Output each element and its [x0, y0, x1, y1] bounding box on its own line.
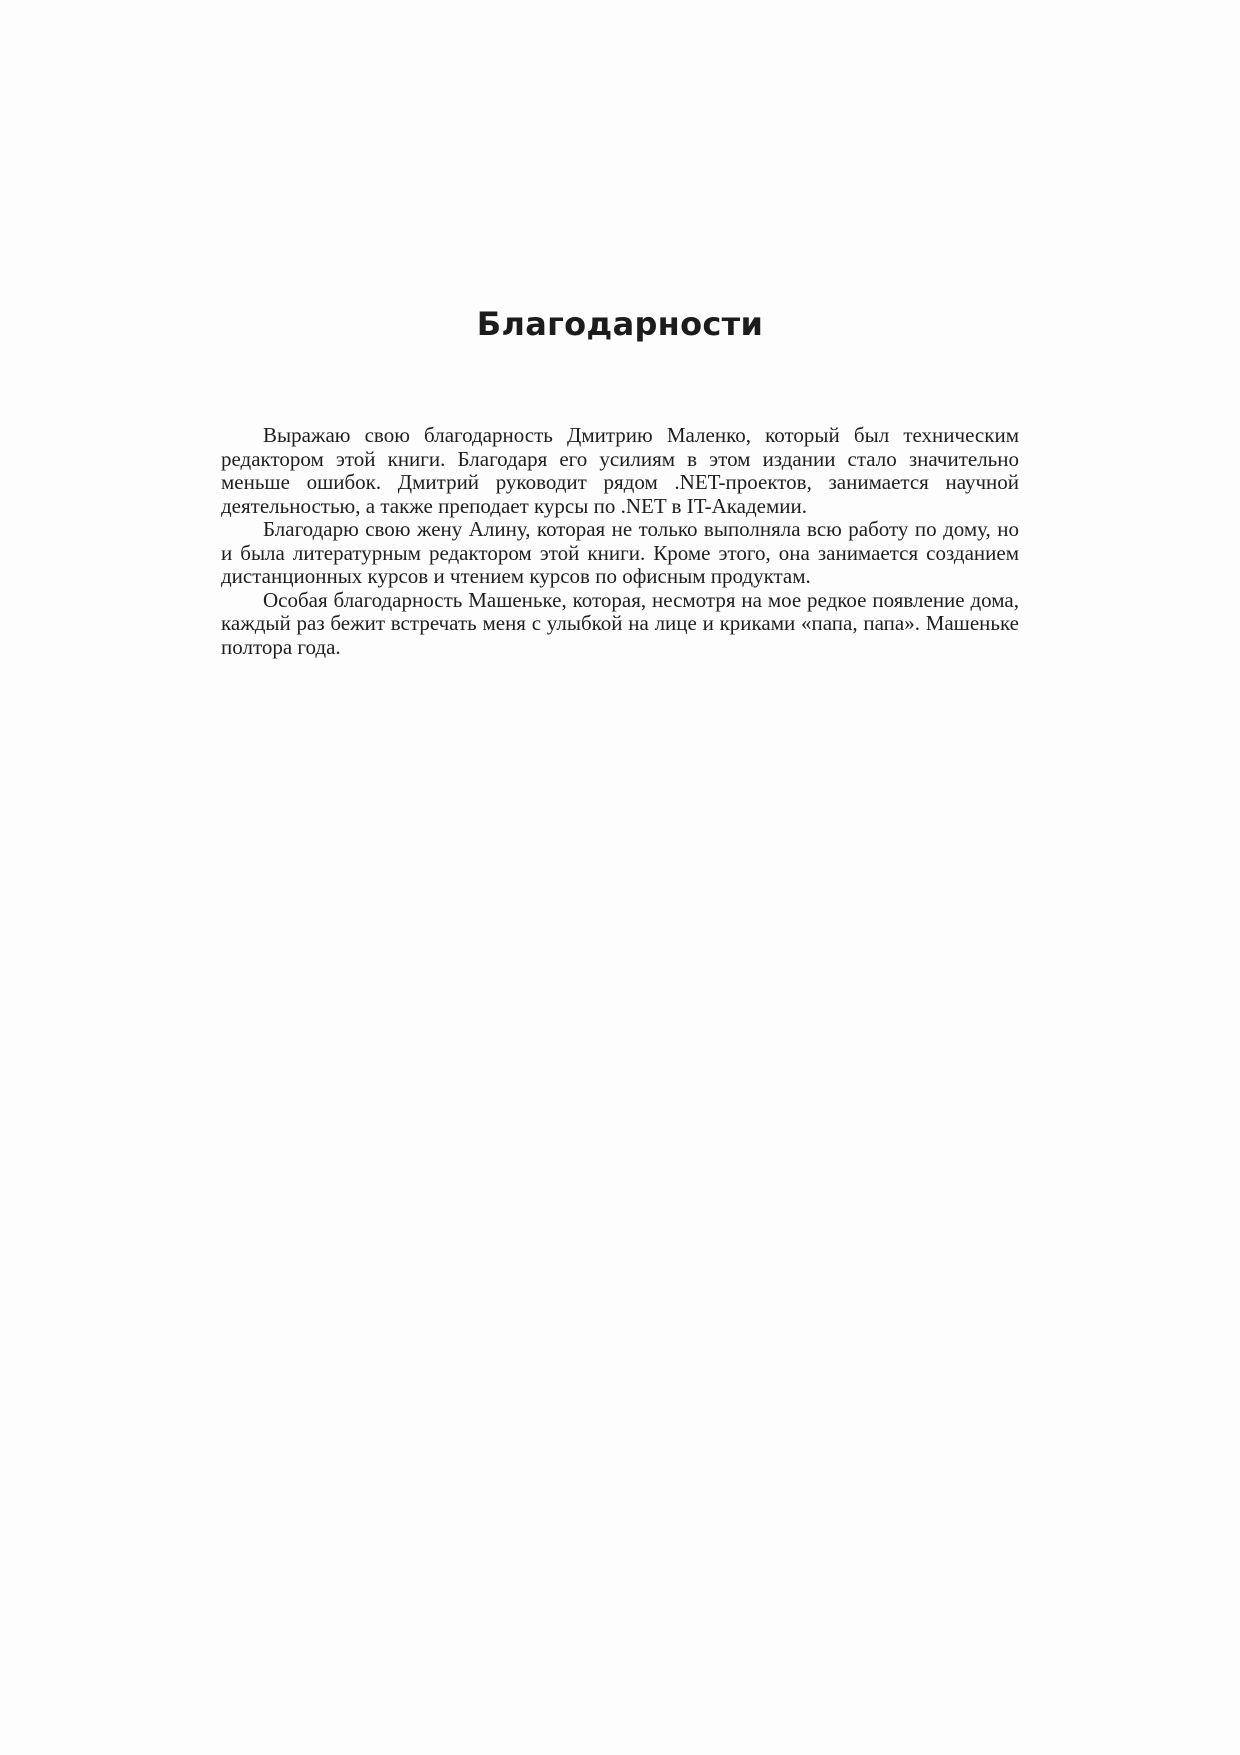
- acknowledgements-body: [221, 424, 1019, 659]
- paragraph: Выражаю свою благодарность Дмитрию Маленко, который был техническим редактором этой книги. Благодаря его усилиям в этом издании стало значительно меньше ошибок. Дмитрий руководит рядом .NET-проектов, занимается научной деятельностью, а также преподает курсы по .NET в IT-Академии.: [221, 423, 1019, 518]
- page-title: Благодарности: [476, 305, 764, 343]
- paragraph: Особая благодарность Машеньке, которая, несмотря на мое редкое появление дома, каждый раз бежит встречать меня с улыбкой на лице и криками «папа, папа». Машеньке полтора года.: [221, 587, 1019, 659]
- paragraph: Благодарю свою жену Алину, которая не только выполняла всю работу по дому, но и была литературным редактором этой книги. Кроме этого, она занимается созданием дистанционных курсов и чтением курсов по офисным продуктам.: [221, 517, 1019, 588]
